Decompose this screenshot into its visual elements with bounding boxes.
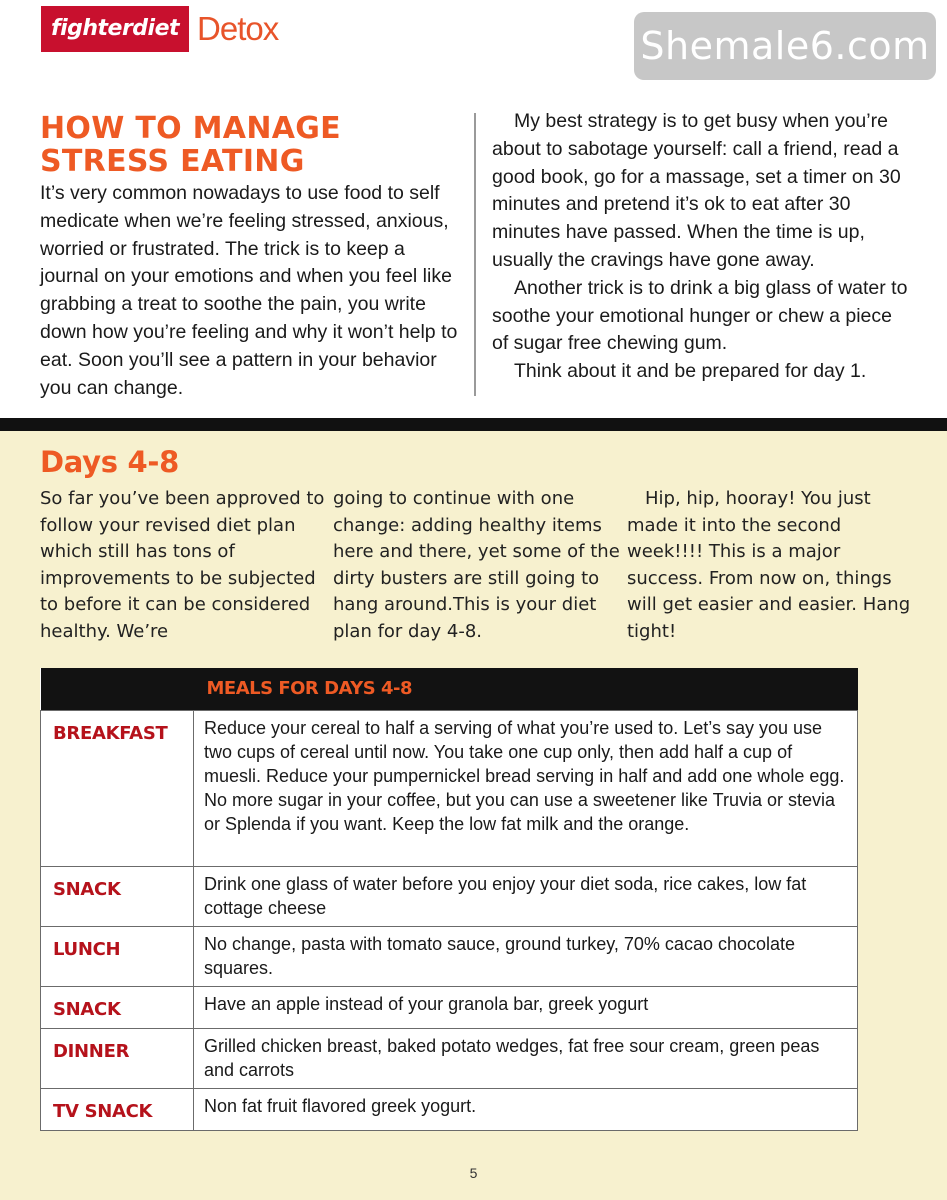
- column-divider: [474, 113, 476, 396]
- days-column-2: going to continue with one change: adding healthy items here and there, yet some of the dirty busters are still going to hang around.This is your diet plan for day 4-8.: [333, 488, 620, 642]
- stress-title-line2: STRESS EATING: [40, 144, 305, 179]
- meals-table-header-row: [41, 668, 858, 710]
- table-row: [41, 986, 858, 1028]
- meal-description: Reduce your cereal to half a serving of what you’re used to. Let’s say you use two cups of cereal until now. You take one cup only, then add half a cup of muesli. Reduce your pumpernickel bread serving in half and add one whole egg. No more sugar in your coffee, but you can use a sweetener like Truvia or stevia or Splenda if you want. Keep the low fat milk and the orange.: [194, 710, 858, 866]
- meal-description: Non fat fruit flavored greek yogurt.: [194, 1088, 858, 1130]
- brand-name: fighterdiet: [41, 6, 189, 52]
- days-column-1: So far you’ve been approved to follow your revised diet plan which still has tons of improvements to be subjected to before it can be considered healthy. We’re: [40, 488, 325, 642]
- watermark: Shemale6.com: [634, 12, 936, 80]
- meal-description: No change, pasta with tomato sauce, ground turkey, 70% cacao chocolate squares.: [194, 926, 858, 986]
- table-row: [41, 1088, 858, 1130]
- meals-table-header: MEALS FOR DAYS 4-8: [41, 668, 858, 710]
- stress-title: [40, 112, 460, 178]
- meal-label-breakfast: BREAKFAST: [41, 710, 194, 866]
- stress-title-line1: HOW TO MANAGE: [40, 111, 341, 146]
- meal-description: Grilled chicken breast, baked potato wedges, fat free sour cream, green peas and carrots: [194, 1028, 858, 1088]
- table-row: [41, 710, 858, 866]
- meal-label-snack: SNACK: [41, 986, 194, 1028]
- meal-label-tv-snack: TV SNACK: [41, 1088, 194, 1130]
- days-column-3: Hip, hip, hooray! You just made it into the second week!!!! This is a major success. From now on, things will get easier and easier. Hang tight!: [627, 488, 911, 642]
- meal-label-dinner: DINNER: [41, 1028, 194, 1088]
- days-title: Days 4-8: [40, 445, 180, 479]
- brand-subtitle: Detox: [197, 10, 279, 47]
- strategy-section: [492, 108, 912, 386]
- strategy-paragraph-1: My best strategy is to get busy when you’re about to sabotage yourself: call a friend, read a good book, go for a massage, set a timer on 30 minutes and pretend it’s ok to eat after 30 minutes have passed. When the time is up, usually the cravings have gone away.: [492, 110, 901, 271]
- table-row: [41, 1028, 858, 1088]
- stress-body: It’s very common nowadays to use food to self medicate when we’re feeling stressed, anxious, worried or frustrated. The trick is to keep a journal on your emotions and when you feel like grabbing a treat to soothe the pain, you write down how you’re feeling and why it won’t help to eat. Soon you’ll see a pattern in your behavior you can change.: [40, 182, 458, 399]
- stress-section: [40, 112, 460, 402]
- meal-description: Drink one glass of water before you enjoy your diet soda, rice cakes, low fat cottage cheese: [194, 866, 858, 926]
- strategy-paragraph-3: Think about it and be prepared for day 1.: [514, 360, 867, 383]
- strategy-paragraph-2: Another trick is to drink a big glass of water to soothe your emotional hunger or chew a piece of sugar free chewing gum.: [492, 276, 908, 355]
- meal-description: Have an apple instead of your granola bar, greek yogurt: [194, 986, 858, 1028]
- meal-label-snack: SNACK: [41, 866, 194, 926]
- table-row: [41, 926, 858, 986]
- meal-label-lunch: LUNCH: [41, 926, 194, 986]
- meals-table: [40, 668, 858, 1131]
- table-row: [41, 866, 858, 926]
- brand-logo: [41, 6, 278, 52]
- page-number: 5: [469, 1165, 478, 1181]
